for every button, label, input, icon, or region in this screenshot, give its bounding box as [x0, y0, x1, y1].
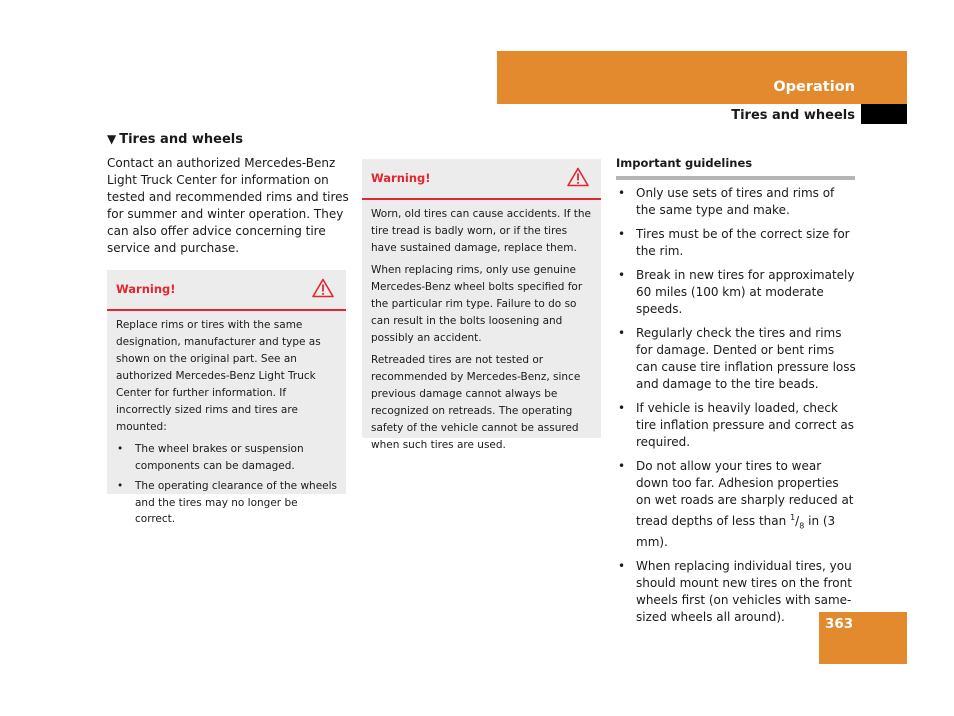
warning-label: Warning!	[116, 282, 176, 296]
warning-header	[107, 270, 346, 311]
warning-text: Replace rims or tires with the same designation, manufacturer and type as shown on the original part. See an authorized Mercedes-Benz Light Truck Center for further information. If incorrectly sized rims and tires are mounted:	[116, 319, 321, 433]
warning-body	[107, 311, 346, 538]
list-item: • Only use sets of tires and rims of the same type and make.	[616, 185, 856, 219]
list-item: • The wheel brakes or suspension components can be damaged.	[116, 441, 338, 474]
chapter-header	[497, 51, 907, 104]
page-number-box	[819, 612, 907, 664]
list-item: • The operating clearance of the wheels and the tires may no longer be correct.	[116, 478, 338, 528]
warning-label: Warning!	[371, 171, 431, 185]
triangle-down-icon: ▼	[107, 132, 117, 146]
section-heading	[107, 132, 243, 147]
list-item: • Tires must be of the correct size for the rim.	[616, 226, 856, 260]
list-item: • Regularly check the tires and rims for damage. Dented or bent rims can cause tire inflation pressure loss and damage to the tire beads.	[616, 325, 856, 393]
list-item: • When replacing individual tires, you should mount new tires on the front wheels first (on vehicles with same-sized wheels all around).	[616, 558, 856, 626]
warning-paragraph: Retreaded tires are not tested or recommended by Mercedes-Benz, since previous damage cannot always be recognized on retreads. The operating safety of the vehicle cannot be assured when such tires are used.	[371, 354, 581, 451]
intro-paragraph: Contact an authorized Mercedes-Benz Light Truck Center for information on tested and recommended rims and tires for summer and winter operation. They can also offer advice concerning tire service and purchase.	[107, 156, 349, 255]
guidelines-title: Important guidelines	[616, 156, 855, 180]
fraction-denominator: 8	[799, 521, 805, 531]
chapter-title: Operation	[773, 79, 855, 95]
list-item: • Do not allow your tires to wear down too far. Adhesion properties on wet roads are sharply reduced at tread depths of less than $^1/_8$ in (3 mm).	[616, 458, 856, 551]
warning-list	[116, 441, 338, 528]
warning-box-rims	[107, 270, 346, 525]
warning-paragraph: Worn, old tires can cause accidents. If the tire tread is badly worn, or if the tires have sustained damage, replace them.	[371, 208, 592, 254]
fraction-numerator: 1	[790, 513, 796, 522]
list-item: • If vehicle is heavily loaded, check tire inflation pressure and correct as required.	[616, 400, 856, 451]
warning-triangle-icon	[312, 278, 334, 298]
list-item-text: Do not allow your tires to wear down too far. Adhesion properties on wet roads are sharply reduced at tread depths of less than	[636, 459, 854, 528]
page-number: 363	[825, 616, 854, 632]
guidelines-list	[616, 185, 856, 633]
warning-body	[362, 200, 601, 465]
section-heading-text: Tires and wheels	[119, 132, 244, 147]
list-item: • Break in new tires for approximately 60 miles (100 km) at moderate speeds.	[616, 267, 856, 318]
section-marker	[861, 104, 907, 124]
warning-header	[362, 159, 601, 200]
warning-triangle-icon	[567, 167, 589, 187]
section-title: Tires and wheels	[731, 108, 855, 123]
warning-box-tires	[362, 159, 601, 451]
fraction-suffix: in (3 mm).	[636, 514, 836, 550]
warning-paragraph: When replacing rims, only use genuine Mercedes-Benz wheel bolts specified for the particular rim type. Failure to do so can result in the bolts loosening and possibly an accident.	[371, 264, 583, 344]
